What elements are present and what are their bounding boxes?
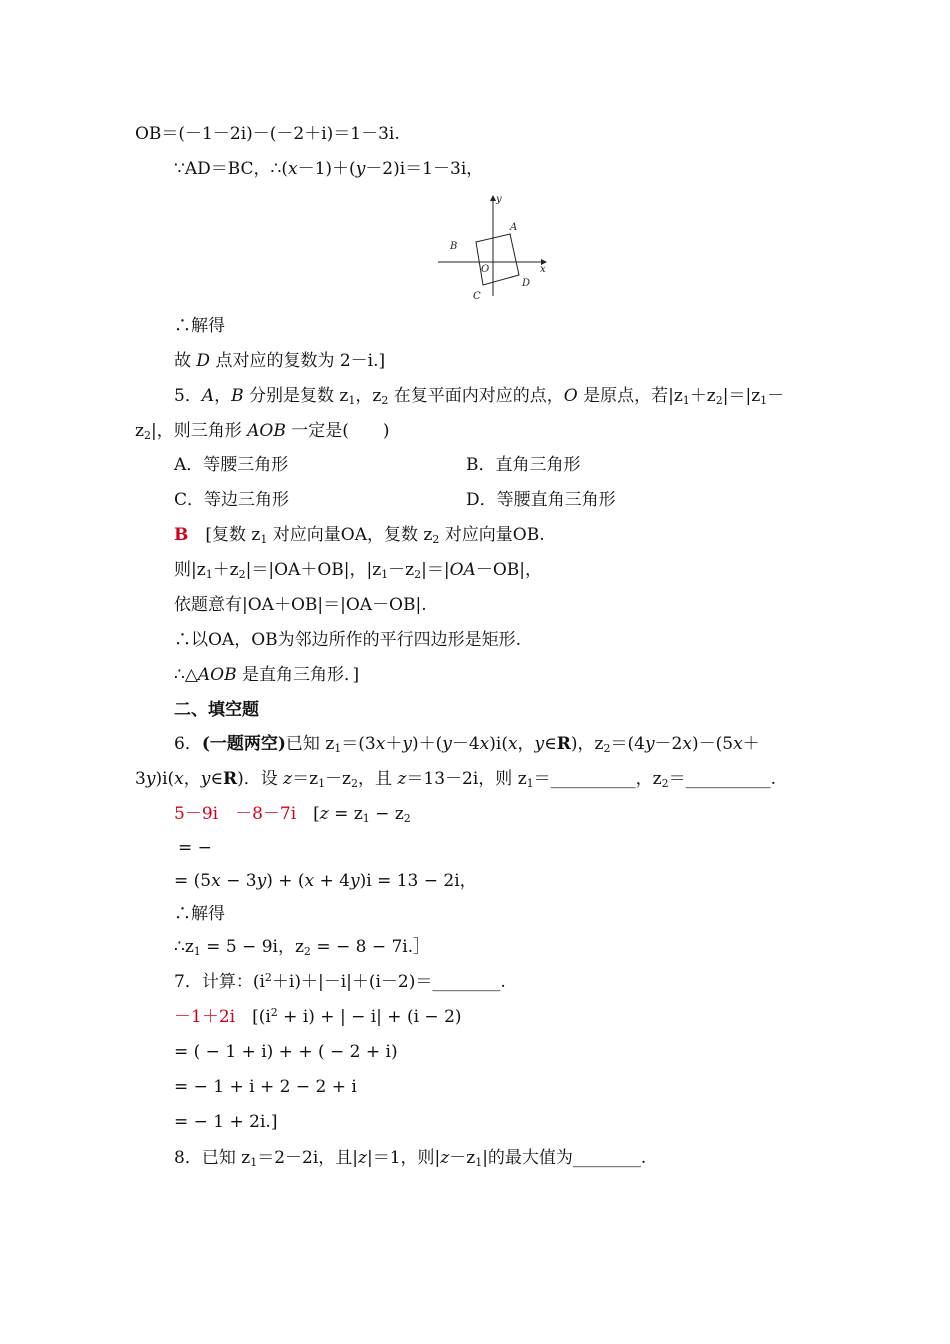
question-8-stem: 8．已知 $z_1=2-2i$，且|z|＝1，则$|z-z_1|$的最大值为________. xyxy=(174,1148,647,1169)
q6-explanation-3: = (5x − 3y) + (x + 4y)i = 13 − 2i， xyxy=(174,871,477,891)
q6-explanation-2: = − xyxy=(178,838,212,858)
q5-answer-line: B [复数 $z_1$ 对应向量OA，复数 $z_2$ 对应向量OB. xyxy=(174,525,545,546)
q5-explanation-2: 则$|z_1+z_2|=|OA+OB|$，$|z_1-z_2|=|OA-OB|$， xyxy=(174,560,542,581)
solve-line: ∴解得 xyxy=(174,316,225,336)
q6-explanation-5: $\therefore z_1 = 5 - 9i$，$z_2$ = − 8 − 7i.］ xyxy=(174,937,431,958)
q7-explanation-3: = − 1 + i + 2 − 2 + i xyxy=(174,1077,357,1097)
label-y: y xyxy=(496,194,502,205)
q6-answer-1: 5－9i xyxy=(174,804,219,824)
label-x: x xyxy=(540,264,546,275)
q5-answer: B xyxy=(174,525,189,545)
question-6-stem: 6．(一题两空)已知 $z_1=(3x+y)+(y-4x)i(x$，y∈R)，$z_2=(4y-2x)-(5x+$ xyxy=(174,734,760,755)
q7-answer-line: －1＋2i [$(i^2 + i)$ + | − i| + (i − 2) xyxy=(174,1006,462,1027)
q7-explanation-2: = ( − 1 + i) + + ( − 2 + i) xyxy=(174,1042,398,1062)
q6-explanation-4: ∴解得 xyxy=(174,904,225,924)
q5-explanation-3: 依题意有|OA＋OB|＝|OA－OB|. xyxy=(174,595,427,615)
ob-equation: OB＝(－1－2i)－(－2＋i)＝1－3i. xyxy=(135,124,400,144)
conclusion-line: 故 D 点对应的复数为 2－i.] xyxy=(174,351,386,371)
label-d: D xyxy=(522,278,531,289)
label-o: O xyxy=(481,264,490,275)
question-5-stem-cont: $z_2|$，则三角形 AOB 一定是( ) xyxy=(135,421,390,442)
label-a: A xyxy=(510,222,518,233)
option-c: C．等边三角形 xyxy=(174,490,290,510)
question-6-stem-cont: 3y)i(x，y∈R)．设 $z=z_1-z_2$，且 z＝13－2i，则 $z_1=\_\_\_\_\_\_\_\_\_\_$，$z_2=\_\_\_\_\_\_\_\_\_\_$. xyxy=(135,769,777,790)
q5-explanation-4: ∴以OA，OB为邻边所作的平行四边形是矩形. xyxy=(174,630,522,650)
q7-answer: －1＋2i xyxy=(174,1007,236,1027)
option-d: D．等腰直角三角形 xyxy=(466,490,616,510)
question-5-stem: 5．A，B 分别是复数 $z_1$，$z_2$ 在复平面内对应的点，O 是原点，若$|z_1+z_2|=|z_1-$ xyxy=(174,386,785,407)
q6-answer-line: 5－9i －8－7i [$z = z_1 - z_2$ xyxy=(174,804,411,825)
q7-explanation-4: = − 1 + 2i.] xyxy=(174,1112,278,1132)
ad-bc-equation: ∵AD＝BC，∴(x－1)＋(y－2)i＝1－3i， xyxy=(174,159,484,179)
label-b: B xyxy=(450,241,458,252)
section-heading: 二、填空题 xyxy=(174,700,259,720)
option-a: A．等腰三角形 xyxy=(174,455,289,475)
q6-answer-2: －8－7i xyxy=(235,804,297,824)
q5-explanation-5: ∴△AOB 是直角三角形．] xyxy=(174,665,360,685)
option-b: B．直角三角形 xyxy=(466,455,581,475)
question-7-stem: 7．计算：$(i^2+i)+|-i|+(i-2)=\_\_\_\_\_\_\_\_$. xyxy=(174,971,506,992)
label-c: C xyxy=(473,291,481,302)
complex-plane-diagram xyxy=(436,192,552,304)
square-abcd xyxy=(476,234,519,285)
